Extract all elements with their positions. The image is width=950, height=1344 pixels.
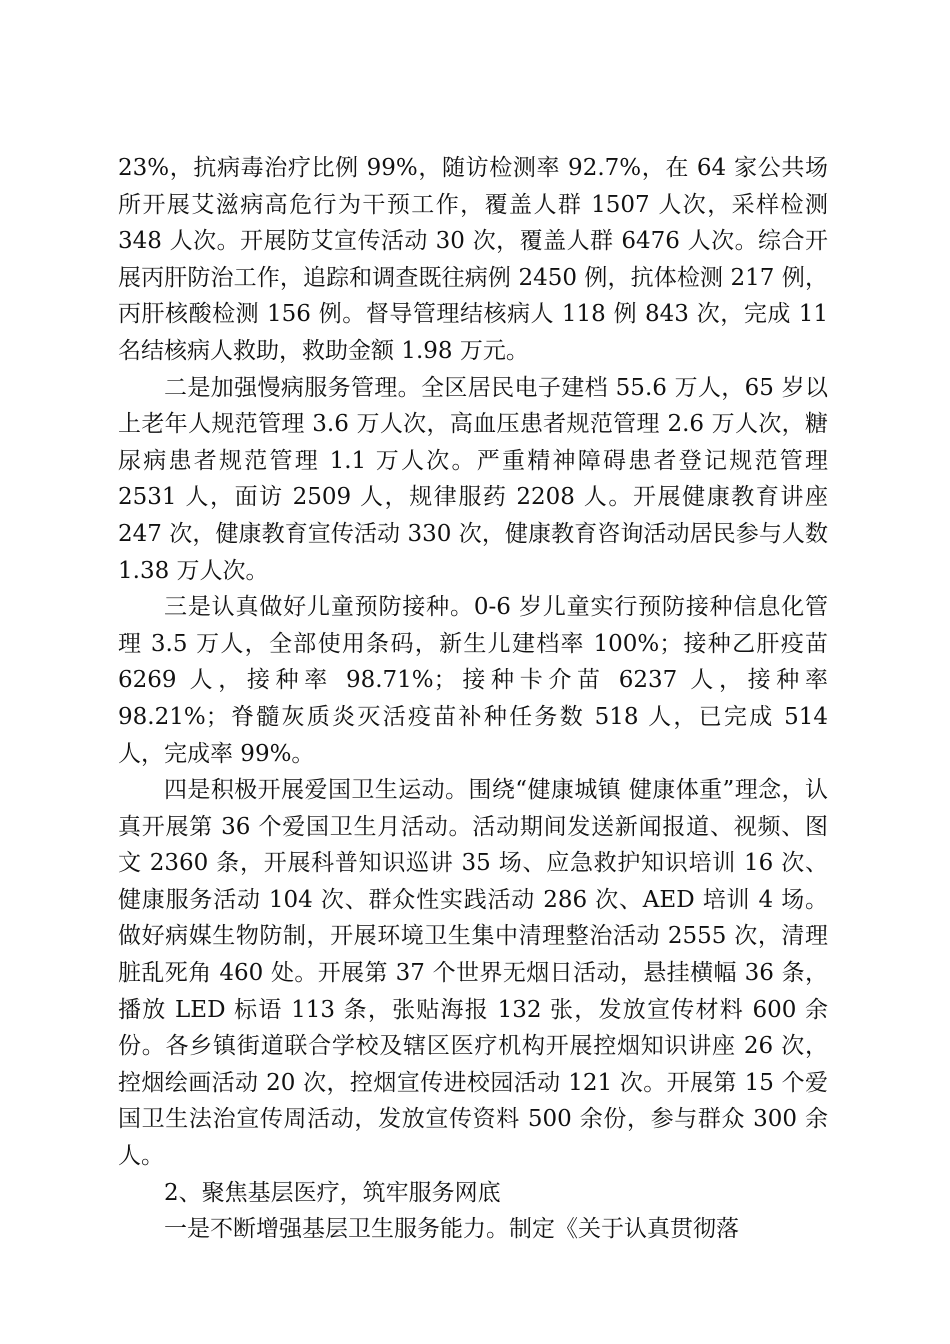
paragraph-chronic-disease: 二是加强慢病服务管理。全区居民电子建档 55.6 万人，65 岁以上老年人规范管理 3.6 万人次，高血压患者规范管理 2.6 万人次，糖尿病患者规范管理 1.1 万人次。严重精神障碍患者登记规范管理 2531 人，面访 2509 人，规律服药 2208 人。开展健康教育讲座 247 次，健康教育宣传活动 330 次，健康教育咨询活动居民参与人数 1.38 万人次。 — [118, 374, 828, 584]
paragraph-hiv-hepatitis-tb: 23%，抗病毒治疗比例 99%，随访检测率 92.7%，在 64 家公共场所开展艾滋病高危行为干预工作，覆盖人群 1507 人次，采样检测 348 人次。开展防艾宣传活动 30 次，覆盖人群 6476 人次。综合开展丙肝防治工作，追踪和调查既往病例 2450 例，抗体检测 217 例，丙肝核酸检测 156 例。督导管理结核病人 118 例 843 次，完成 11 名结核病人救助，救助金额 1.98 万元。 — [118, 155, 828, 364]
section-heading-primary-care: 2、聚焦基层医疗，筑牢服务网底 — [164, 1179, 501, 1206]
document-body — [118, 150, 828, 1248]
paragraph-patriotic-health: 四是积极开展爱国卫生运动。围绕“健康城镇 健康体重”理念，认真开展第 36 个爱国卫生月活动。活动期间发送新闻报道、视频、图文 2360 条，开展科普知识巡讲 35 场、应急救护知识培训 16 次、健康服务活动 104 次、群众性实践活动 286 次、AED 培训 4 场。做好病媒生物防制，开展环境卫生集中清理整治活动 2555 次，清理脏乱死角 460 处。开展第 37 个世界无烟日活动，悬挂横幅 36 条，播放 LED 标语 113 条，张贴海报 132 张，发放宣传材料 600 余份。各乡镇街道联合学校及辖区医疗机构开展控烟知识讲座 26 次，控烟绘画活动 20 次，控烟宣传进校园活动 121 次。开展第 15 个爱国卫生法治宣传周活动，发放宣传资料 500 余份，参与群众 300 余人。 — [118, 777, 828, 1170]
paragraph-child-vaccination: 三是认真做好儿童预防接种。0-6 岁儿童实行预防接种信息化管理 3.5 万人，全部使用条码，新生儿建档率 100%；接种乙肝疫苗 6269 人，接种率 98.71%；接种卡介苗 6237 人，接种率 98.21%；脊髓灰质炎灭活疫苗补种任务数 518 人，已完成 514 人，完成率 99%。 — [118, 594, 828, 767]
paragraph-primary-care-capacity: 一是不断增强基层卫生服务能力。制定《关于认真贯彻落 — [164, 1216, 739, 1243]
